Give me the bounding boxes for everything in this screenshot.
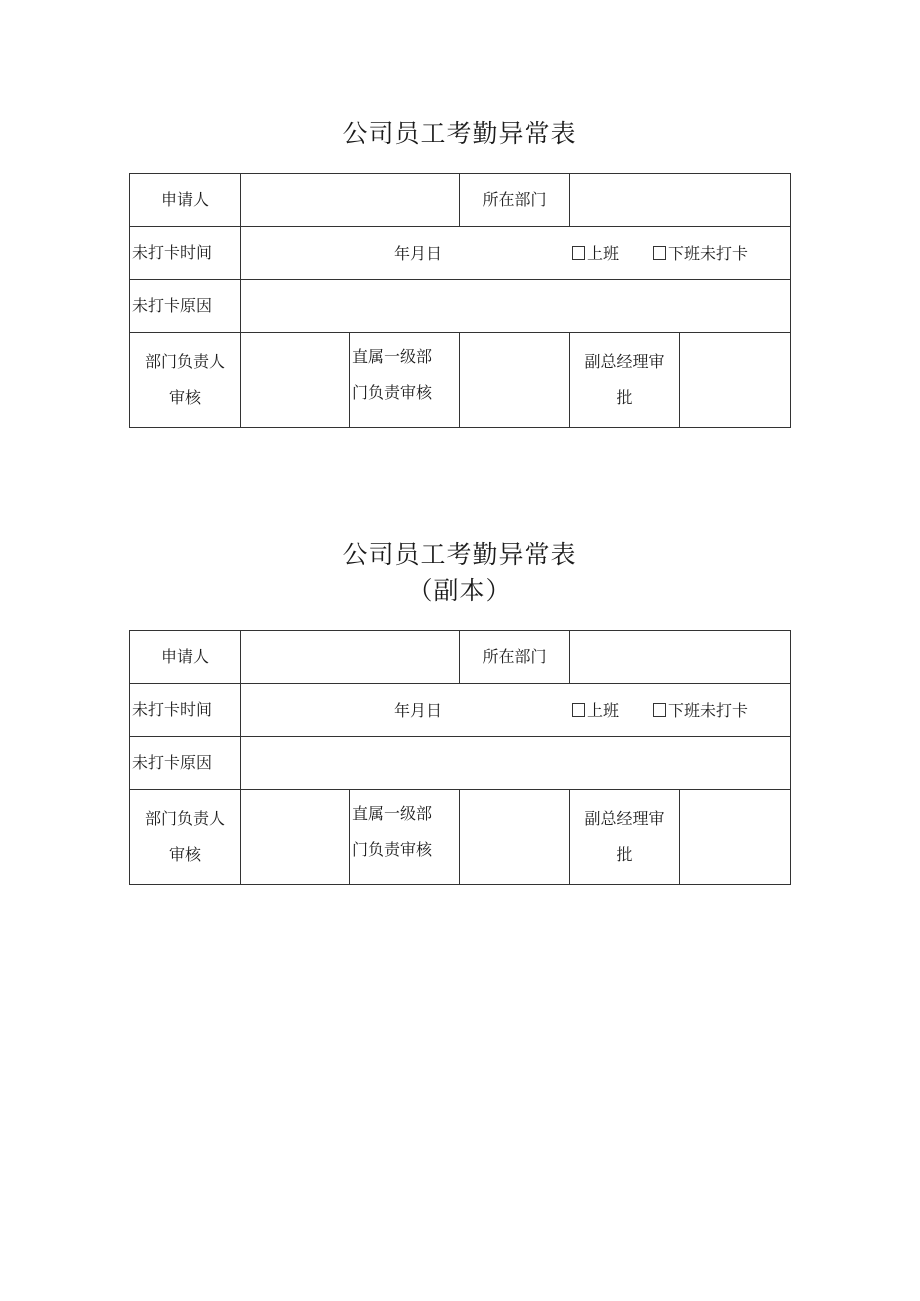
table-row: [130, 174, 791, 227]
label-line: 部门负责人: [144, 352, 225, 371]
reason-label: 未打卡原因: [130, 737, 241, 790]
vp-approval-field[interactable]: [680, 790, 791, 885]
clock-in-option[interactable]: [572, 684, 619, 737]
label-line: 部门负责人: [144, 809, 225, 828]
label-line: 副总经理审: [584, 352, 665, 371]
dept-head-review-field[interactable]: [241, 333, 350, 428]
missed-time-label: 未打卡时间: [130, 227, 241, 280]
label-line: 审核: [168, 388, 201, 407]
label-line: 门负责审核: [352, 383, 433, 402]
form-title: 公司员工考勤异常表: [342, 119, 577, 148]
direct-head-review-field[interactable]: [460, 790, 570, 885]
checkbox-icon[interactable]: [572, 703, 585, 717]
applicant-label: 申请人: [130, 174, 241, 227]
department-label: 所在部门: [460, 174, 570, 227]
direct-head-review-field[interactable]: [460, 333, 570, 428]
applicant-label: 申请人: [130, 631, 241, 684]
applicant-field[interactable]: [241, 174, 460, 227]
clock-out-option[interactable]: [653, 227, 748, 280]
label-line: 直属一级部: [352, 804, 433, 823]
reason-field[interactable]: [241, 280, 791, 333]
clock-in-label: 上班: [587, 701, 620, 720]
checkbox-icon[interactable]: [653, 703, 666, 717]
checkbox-icon[interactable]: [653, 246, 666, 260]
form-title: 公司员工考勤异常表: [342, 540, 577, 569]
applicant-field[interactable]: [241, 631, 460, 684]
label-line: 批: [616, 388, 633, 407]
table-row: [130, 737, 791, 790]
table-row: [130, 631, 791, 684]
clock-out-label: 下班未打卡: [668, 701, 749, 720]
attendance-table: [129, 173, 791, 428]
label-line: 门负责审核: [352, 840, 433, 859]
missed-time-field[interactable]: [241, 227, 791, 280]
dept-head-review-field[interactable]: [241, 790, 350, 885]
label-line: 批: [616, 845, 633, 864]
reason-field[interactable]: [241, 737, 791, 790]
label-line: 直属一级部: [352, 347, 433, 366]
vp-approval-label: [570, 790, 680, 885]
department-field[interactable]: [570, 631, 791, 684]
direct-head-review-label: [350, 333, 460, 428]
clock-in-option[interactable]: [572, 227, 619, 280]
checkbox-icon[interactable]: [572, 246, 585, 260]
clock-out-option[interactable]: [653, 684, 748, 737]
form-subtitle: （副本）: [407, 576, 512, 605]
table-row: [130, 790, 791, 885]
table-row: [130, 280, 791, 333]
vp-approval-field[interactable]: [680, 333, 791, 428]
direct-head-review-label: [350, 790, 460, 885]
missed-time-label: 未打卡时间: [130, 684, 241, 737]
table-row: [130, 333, 791, 428]
vp-approval-label: [570, 333, 680, 428]
reason-label: 未打卡原因: [130, 280, 241, 333]
table-row: [130, 684, 791, 737]
date-text: 年月日: [394, 244, 443, 263]
clock-in-label: 上班: [587, 244, 620, 263]
dept-head-review-label: [130, 333, 241, 428]
date-text: 年月日: [394, 701, 443, 720]
missed-time-field[interactable]: [241, 684, 791, 737]
label-line: 副总经理审: [584, 809, 665, 828]
label-line: 审核: [168, 845, 201, 864]
department-field[interactable]: [570, 174, 791, 227]
attendance-table: [129, 630, 791, 885]
department-label: 所在部门: [460, 631, 570, 684]
table-row: [130, 227, 791, 280]
clock-out-label: 下班未打卡: [668, 244, 749, 263]
dept-head-review-label: [130, 790, 241, 885]
